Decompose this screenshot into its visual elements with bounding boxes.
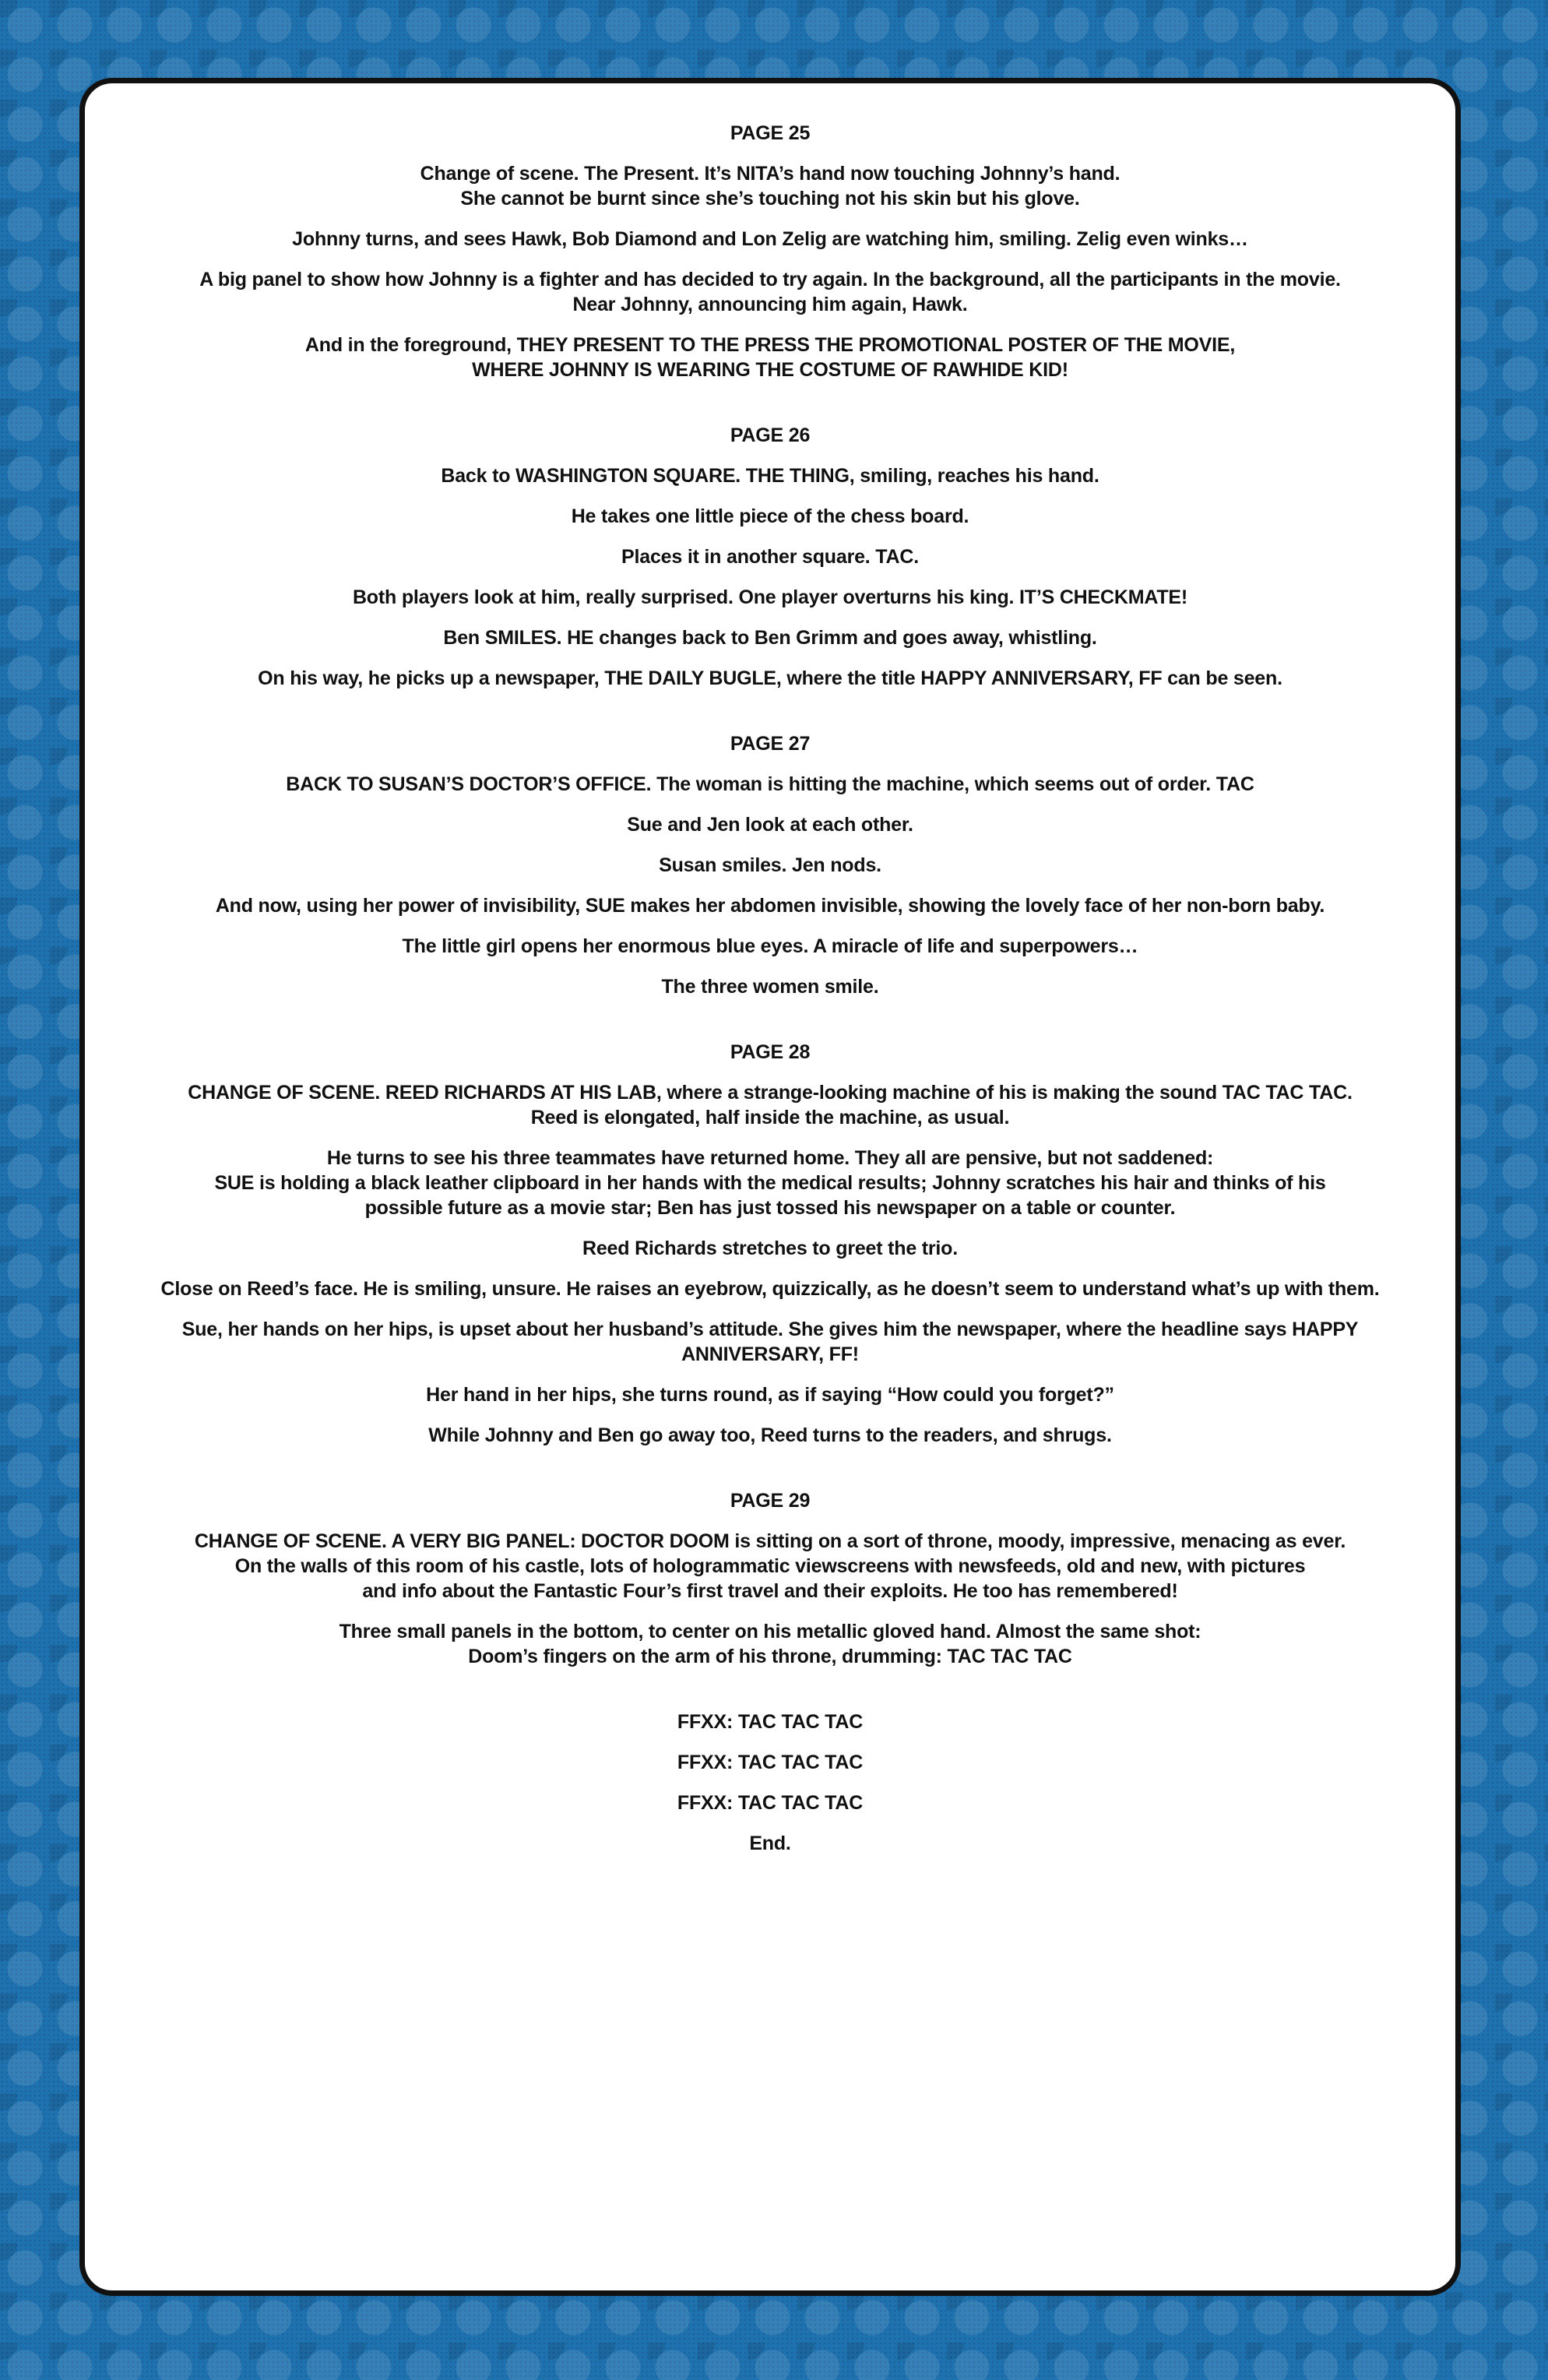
page-27-section	[132, 731, 1409, 999]
script-paragraph: Change of scene. The Present. It’s NITA’s hand now touching Johnny’s hand. She cannot be burnt since she’s touching not his skin but his glove.	[420, 163, 1121, 209]
ending-section	[132, 1709, 1409, 1856]
script-paragraph: And now, using her power of invisibility, SUE makes her abdomen invisible, showing the lovely face of her non-born baby.	[215, 895, 1325, 917]
sound-effect-line: FFXX: TAC TAC TAC	[677, 1752, 864, 1773]
page-26-section	[132, 423, 1409, 691]
script-paragraph: BACK TO SUSAN’S DOCTOR’S OFFICE. The woman is hitting the machine, which seems out of order. TAC	[286, 773, 1254, 795]
script-paragraph: Ben SMILES. HE changes back to Ben Grimm and goes away, whistling.	[443, 627, 1097, 649]
script-paragraph: Three small panels in the bottom, to center on his metallic gloved hand. Almost the same shot: Doom’s fingers on the arm of his throne, drumming: TAC TAC TAC	[339, 1621, 1201, 1667]
page-29-section	[132, 1488, 1409, 1669]
page-heading: PAGE 29	[730, 1490, 811, 1512]
end-marker: End.	[749, 1833, 791, 1854]
script-paragraph: He takes one little piece of the chess board.	[571, 505, 969, 527]
script-paragraph: Johnny turns, and sees Hawk, Bob Diamond and Lon Zelig are watching him, smiling. Zelig even winks…	[292, 228, 1248, 250]
script-paragraph: He turns to see his three teammates have returned home. They all are pensive, but not saddened: SUE is holding a black leather clipboard in her hands with the medical results; Johnny scratches his hair and thinks of his possible future as a movie star; Ben has just tossed his newspaper on a table or counter.	[214, 1147, 1326, 1219]
script-content	[132, 121, 1409, 1871]
script-paragraph: And in the foreground, THEY PRESENT TO THE PRESS THE PROMOTIONAL POSTER OF THE MOVIE, WHERE JOHNNY IS WEARING THE COSTUME OF RAWHIDE KID!	[304, 334, 1236, 381]
script-paragraph: Places it in another square. TAC.	[621, 546, 919, 568]
script-paragraph: Sue and Jen look at each other.	[627, 814, 913, 836]
page-25-section	[132, 121, 1409, 382]
script-paragraph: On his way, he picks up a newspaper, THE DAILY BUGLE, where the title HAPPY ANNIVERSARY, FF can be seen.	[258, 667, 1282, 689]
script-paragraph: CHANGE OF SCENE. REED RICHARDS AT HIS LAB, where a strange-looking machine of his is making the sound TAC TAC TAC. Reed is elongated, half inside the machine, as usual.	[188, 1082, 1353, 1128]
script-page-panel	[79, 78, 1461, 2296]
script-paragraph: While Johnny and Ben go away too, Reed turns to the readers, and shrugs.	[428, 1424, 1112, 1446]
page-heading: PAGE 25	[730, 122, 811, 144]
script-paragraph: Back to WASHINGTON SQUARE. THE THING, smiling, reaches his hand.	[441, 465, 1099, 487]
page-heading: PAGE 28	[730, 1041, 811, 1063]
script-paragraph: Reed Richards stretches to greet the trio.	[582, 1238, 958, 1259]
script-paragraph: CHANGE OF SCENE. A VERY BIG PANEL: DOCTOR DOOM is sitting on a sort of throne, moody, impressive, menacing as ever. On the walls of this room of his castle, lots of hologrammatic viewscreens with newsfeeds, old and new, with pictures and info about the Fantastic Four’s first travel and their exploits. He too has remembered!	[194, 1530, 1346, 1602]
script-paragraph: Both players look at him, really surprised. One player overturns his king. IT’S CHECKMATE!	[352, 586, 1188, 608]
script-paragraph: Sue, her hands on her hips, is upset about her husband’s attitude. She gives him the newspaper, where the headline says HAPPY ANNIVERSARY, FF!	[181, 1319, 1359, 1365]
script-paragraph: Close on Reed’s face. He is smiling, unsure. He raises an eyebrow, quizzically, as he doesn’t seem to understand what’s up with them.	[160, 1278, 1380, 1300]
page-heading: PAGE 26	[730, 424, 811, 446]
page-28-section	[132, 1040, 1409, 1448]
script-paragraph: Susan smiles. Jen nods.	[659, 854, 881, 876]
script-paragraph: The little girl opens her enormous blue eyes. A miracle of life and superpowers…	[402, 935, 1138, 957]
sound-effect-line: FFXX: TAC TAC TAC	[677, 1792, 864, 1814]
script-paragraph: Her hand in her hips, she turns round, as if saying “How could you forget?”	[426, 1384, 1114, 1406]
sound-effect-line: FFXX: TAC TAC TAC	[677, 1711, 864, 1733]
script-paragraph: A big panel to show how Johnny is a fighter and has decided to try again. In the background, all the participants in the movie. Near Johnny, announcing him again, Hawk.	[199, 269, 1341, 315]
page-heading: PAGE 27	[730, 733, 811, 755]
script-paragraph: The three women smile.	[661, 976, 879, 998]
